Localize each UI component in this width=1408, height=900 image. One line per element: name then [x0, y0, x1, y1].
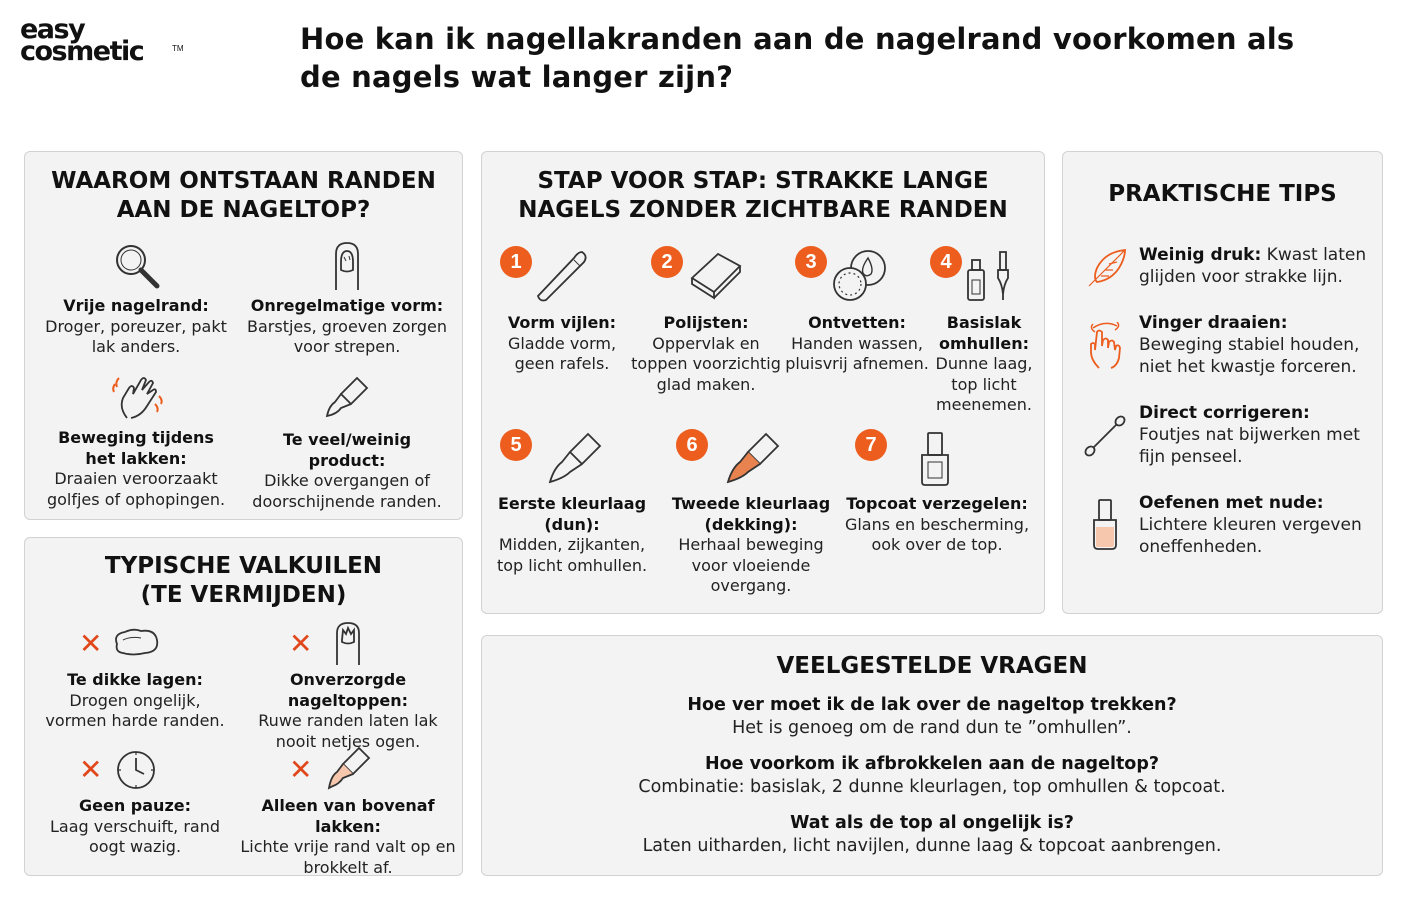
step-number-badge: 7	[855, 429, 887, 461]
step-number-badge: 4	[930, 246, 962, 278]
step-number-badge: 2	[651, 246, 683, 278]
page-title: Hoe kan ik nagellakranden aan de nagelrand voorkomen als de nagels wat langer zijn?	[300, 22, 1295, 94]
faq-item: Wat als de top al ongelijk is? Laten uitharden, licht navijlen, dunne laag & topcoat aanbrengen.	[642, 813, 1222, 856]
nail-file-icon	[534, 248, 590, 304]
step-item-topcoat: Topcoat verzegelen: Glans en bescherming, ook over de top.	[844, 494, 1030, 554]
shaking-hand-icon	[109, 370, 165, 422]
why-item-free-edge: Vrije nagelrand: Droger, poreuzer, pakt lak anders.	[45, 296, 227, 356]
pitfalls-panel-title: TYPISCHE VALKUILEN (TE VERMIJDEN)	[104, 553, 383, 608]
polish-bottles-icon	[964, 248, 1022, 304]
steps-panel-title: STAP VOOR STAP: STRAKKE LANGE NAGELS ZONDER ZICHTBARE RANDEN	[518, 168, 1008, 223]
nail-icon	[330, 240, 364, 292]
why-item-product-amount: Te veel/weinig product: Dikke overgangen of doorschijnende randen.	[252, 430, 442, 511]
why-item-irregular-shape: Onregelmatige vorm: Barstjes, groeven zorgen voor strepen.	[247, 296, 447, 356]
step-item-degreasing: Ontvetten: Handen wassen, pluisvrij afnemen.	[785, 313, 929, 373]
pitfalls-panel	[24, 537, 463, 876]
faq-panel	[481, 635, 1383, 876]
cotton-swab-icon	[1083, 414, 1127, 458]
logo-line-1: easy	[20, 14, 85, 45]
pitfall-item-no-pause: Geen pauze: Laag verschuift, rand oogt wazig.	[50, 796, 220, 856]
tips-panel-title: PRAKTISCHE TIPS	[1108, 181, 1337, 207]
tip-item-correct-immediately: Direct corrigeren: Foutjes nat bijwerken met fijn penseel.	[1139, 403, 1360, 467]
step-number-badge: 3	[795, 246, 827, 278]
topcoat-bottle-icon	[918, 430, 952, 488]
blob-icon	[111, 626, 161, 658]
brush-icon	[325, 744, 375, 794]
avoid-x-icon: ✕	[79, 753, 103, 786]
buffer-block-icon	[688, 248, 744, 300]
rotating-finger-icon	[1085, 322, 1125, 370]
why-panel-title: WAAROM ONTSTAAN RANDEN AAN DE NAGELTOP?	[51, 168, 436, 223]
faq-item: Hoe voorkom ik afbrokkelen aan de nageltop? Combinatie: basislak, 2 dunne kleurlagen, top omhullen & topcoat.	[638, 754, 1226, 797]
why-panel	[24, 151, 463, 520]
avoid-x-icon: ✕	[79, 627, 103, 660]
steps-panel	[481, 151, 1045, 614]
tips-panel	[1062, 151, 1383, 614]
brush-icon	[546, 430, 604, 488]
tip-item-rotate-finger: Vinger draaien: Beweging stabiel houden, niet het kwastje forceren.	[1139, 313, 1360, 377]
avoid-x-icon: ✕	[289, 627, 313, 660]
step-number-badge: 5	[500, 429, 532, 461]
pitfall-item-thick-layers: Te dikke lagen: Drogen ongelijk, vormen harde randen.	[45, 670, 225, 730]
faq-panel-title: VEELGESTELDE VRAGEN	[776, 653, 1088, 679]
brush-icon	[321, 372, 373, 424]
step-item-polishing: Polijsten: Oppervlak en toppen voorzichtig glad maken.	[631, 313, 781, 394]
logo-line-2: cosmetic	[20, 36, 144, 67]
nail-icon	[333, 620, 363, 666]
step-item-second-color-coat: Tweede kleurlaag (dekking): Herhaal beweging voor vloeiende overgang.	[671, 494, 831, 595]
pitfall-item-only-from-top: Alleen van bovenaf lakken: Lichte vrije rand valt op en brokkelt af.	[240, 796, 456, 877]
avoid-x-icon: ✕	[289, 753, 313, 786]
faq-item: Hoe ver moet ik de lak over de nageltop trekken? Het is genoeg om de rand dun te ”omhullen”.	[687, 695, 1177, 738]
step-number-badge: 1	[500, 246, 532, 278]
step-item-shape-filing: Vorm vijlen: Gladde vorm, geen rafels.	[507, 313, 617, 373]
tip-item-low-pressure: Weinig druk: Kwast laten glijden voor strakke lijn.	[1139, 245, 1367, 287]
nude-polish-icon	[1091, 497, 1119, 551]
magnifier-icon	[111, 240, 163, 292]
logo-trademark: TM	[172, 44, 184, 53]
tip-item-practice-nude: Oefenen met nude: Lichtere kleuren vergeven oneffenheden.	[1139, 493, 1362, 557]
step-number-badge: 6	[676, 429, 708, 461]
why-item-movement: Beweging tijdens het lakken: Draaien veroorzaakt golfjes of ophopingen.	[46, 428, 226, 509]
feather-icon	[1085, 246, 1129, 290]
step-item-base-coat: Basislak omhullen: Dunne laag, top licht meenemen.	[935, 313, 1033, 414]
pitfall-item-untended-tips: Onverzorgde nageltoppen: Ruwe randen laten lak nooit netjes ogen.	[258, 670, 438, 751]
step-item-first-color-coat: Eerste kleurlaag (dun): Midden, zijkanten, top licht omhullen.	[496, 494, 648, 575]
brand-logo	[20, 16, 190, 68]
cotton-pad-icon	[830, 246, 890, 304]
clock-icon	[113, 746, 159, 792]
brush-icon	[724, 430, 782, 488]
